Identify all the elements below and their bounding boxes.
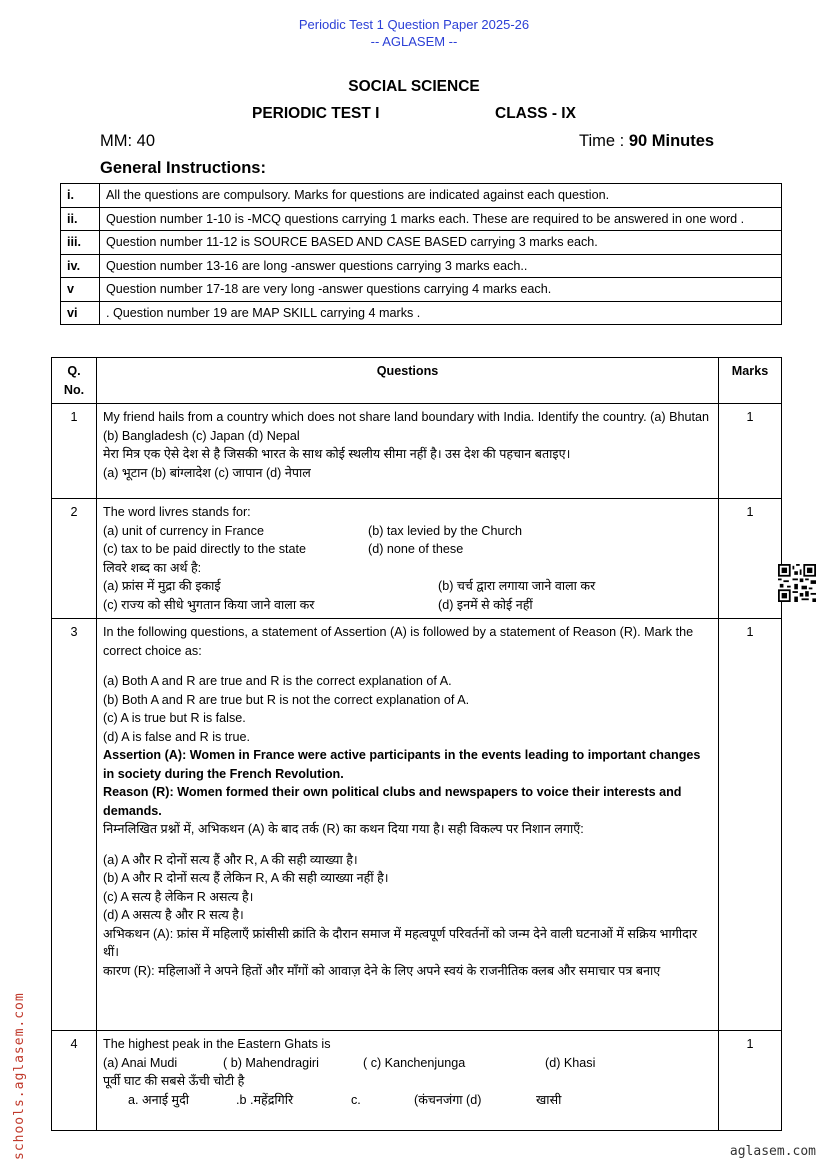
instruction-text: Question number 1-10 is -MCQ questions carrying 1 marks each. These are required to be answered in one word . (100, 207, 782, 231)
instruction-text: Question number 11-12 is SOURCE BASED AND CASE BASED carrying 3 marks each. (100, 231, 782, 255)
header-line-1: Periodic Test 1 Question Paper 2025-26 (298, 17, 530, 32)
option-a: (a) Anai Mudi (103, 1055, 178, 1070)
options-row-hindi (103, 1091, 712, 1110)
question-number: 1 (52, 404, 97, 499)
options-row (103, 1054, 712, 1073)
option-c: (c) A is true but R is false. (103, 711, 246, 725)
option-d: (d) A is false and R is true. (103, 729, 250, 744)
option-b: (b) tax levied by the Church (368, 523, 522, 538)
question-number: 4 (52, 1031, 97, 1131)
qr-code-icon (778, 564, 816, 602)
question-marks: 1 (719, 1031, 782, 1131)
question-text-hindi: मेरा मित्र एक ऐसे देश से है जिसकी भारत के साथ कोई स्थलीय सीमा नहीं है। उस देश की पहचान बताइए। (103, 447, 571, 461)
reason-text-hindi: कारण (R): महिलाओं ने अपने हितों और माँगों को आवाज़ देने के लिए अपने स्वयं के राजनीतिक क्लब और समाचार पत्र बनाए (103, 963, 661, 978)
question-text-hindi: पूर्वी घाट की सबसे ऊँची चोटी है (103, 1074, 245, 1088)
question-marks: 1 (719, 404, 782, 499)
assertion-text: Assertion (A): Women in France were active participants in the events leading to important changes in society during the French Revolution. (103, 748, 701, 781)
option-b-hindi: .b .महेंद्रगिरि (236, 1092, 294, 1107)
question-row-3 (52, 619, 782, 1031)
instruction-number: ii. (61, 207, 100, 231)
options-row (103, 522, 712, 541)
instruction-number: iv. (61, 254, 100, 278)
question-text-hindi: निम्नलिखित प्रश्नों में, अभिकथन (A) के बाद तर्क (R) का कथन दिया गया है। सही विकल्प पर निशान लगाएँ: (103, 822, 584, 836)
options-row (103, 540, 712, 559)
option-c: ( c) Kanchenjunga (363, 1055, 466, 1070)
question-body (97, 1031, 719, 1131)
question-text: The highest peak in the Eastern Ghats is (103, 1037, 331, 1051)
instruction-text: All the questions are compulsory. Marks for questions are indicated against each question. (100, 184, 782, 208)
general-instructions-heading: General Instructions: (100, 159, 266, 177)
header-line-2: -- AGLASEM -- (370, 34, 458, 49)
instruction-number: iii. (61, 231, 100, 255)
question-text: My friend hails from a country which does not share land boundary with India. Identify the country. (a) Bhutan (b) Bangladesh (c) Japan (d) Nepal (103, 410, 709, 443)
instruction-text: Question number 13-16 are long -answer questions carrying 3 marks each.. (100, 254, 782, 278)
questions-table (51, 357, 782, 1131)
option-b: (b) Both A and R are true but R is not the correct explanation of A. (103, 692, 470, 707)
option-d-hindi: (d) इनमें से कोई नहीं (438, 597, 533, 612)
question-row-2 (52, 499, 782, 619)
option-d: (d) none of these (368, 542, 464, 556)
option-e-hindi: खासी (536, 1092, 562, 1107)
max-marks: MM: 40 (100, 132, 156, 150)
assertion-text-hindi: अभिकथन (A): फ्रांस में महिलाएँ फ्रांसीसी क्रांति के दौरान समाज में महत्वपूर्ण परिवर्तनों को जन्म देने वाली घटनाओं में सक्रिय भागीदार थीं। (103, 926, 698, 959)
instruction-text: Question number 17-18 are very long -answer questions carrying 4 marks each. (100, 278, 782, 302)
option-a: (a) unit of currency in France (103, 523, 264, 538)
side-watermark: schools.aglasem.com (12, 992, 27, 1160)
option-b-hindi: (b) चर्च द्वारा लगाया जाने वाला कर (438, 579, 596, 593)
test-title: PERIODIC TEST I (252, 105, 380, 122)
option-b: ( b) Mahendragiri (223, 1055, 319, 1070)
instruction-row (61, 254, 782, 278)
time-value: 90 Minutes (628, 132, 715, 150)
qno-header: Q. No. (52, 358, 97, 404)
time-allowed (579, 132, 714, 151)
option-d-hindi: (कंचनजंगा (d) (414, 1092, 482, 1107)
footer-watermark: aglasem.com (729, 1144, 816, 1159)
option-a: (a) Both A and R are true and R is the correct explanation of A. (103, 674, 452, 688)
option-c-hindi: (c) राज्य को सीधे भुगतान किया जाने वाला कर (103, 597, 315, 612)
instruction-row (61, 184, 782, 208)
question-number: 3 (52, 619, 97, 1031)
instruction-number: i. (61, 184, 100, 208)
option-c-hindi: c. (351, 1092, 361, 1107)
option-a-hindi: a. अनाई मुदी (128, 1092, 190, 1107)
question-text: The word livres stands for: (103, 505, 251, 519)
question-options-hindi: (a) भूटान (b) बांग्लादेश (c) जापान (d) नेपाल (103, 465, 311, 480)
question-marks: 1 (719, 619, 782, 1031)
instruction-number: v (61, 278, 100, 302)
instruction-number: vi (61, 301, 100, 325)
instruction-row (61, 278, 782, 302)
option-c-hindi: (c) A सत्य है लेकिन R असत्य है। (103, 889, 254, 904)
question-body (97, 499, 719, 619)
option-c: (c) tax to be paid directly to the state (103, 542, 307, 556)
instruction-row (61, 231, 782, 255)
question-body (97, 619, 719, 1031)
option-d: (d) Khasi (545, 1055, 596, 1070)
option-b-hindi: (b) A और R दोनों सत्य हैं लेकिन R, A की सही व्याख्या नहीं है। (103, 871, 389, 885)
options-row-hindi (103, 596, 712, 615)
option-d-hindi: (d) A असत्य है और R सत्य है। (103, 908, 244, 922)
question-text: In the following questions, a statement of Assertion (A) is followed by a statement of Reason (R). Mark the correct choice as: (103, 625, 694, 658)
question-row-1 (52, 404, 782, 499)
question-number: 2 (52, 499, 97, 619)
class-title: CLASS - IX (495, 105, 576, 122)
instructions-table (60, 183, 782, 325)
time-label: Time : (579, 132, 625, 150)
question-row-4 (52, 1031, 782, 1131)
question-marks: 1 (719, 499, 782, 619)
subject-title: SOCIAL SCIENCE (348, 78, 480, 95)
instruction-text: . Question number 19 are MAP SKILL carrying 4 marks . (100, 301, 782, 325)
reason-text: Reason (R): Women formed their own political clubs and newspapers to voice their interests and demands. (103, 785, 682, 818)
questions-header: Questions (97, 358, 719, 404)
marks-header: Marks (719, 358, 782, 404)
question-body (97, 404, 719, 499)
option-a-hindi: (a) फ्रांस में मुद्रा की इकाई (103, 579, 221, 593)
options-row-hindi (103, 577, 712, 596)
table-header-row (52, 358, 782, 404)
question-text-hindi: लिवरे शब्द का अर्थ है: (103, 560, 202, 575)
option-a-hindi: (a) A और R दोनों सत्य हैं और R, A की सही व्याख्या है। (103, 852, 358, 867)
instruction-row (61, 301, 782, 325)
instruction-row (61, 207, 782, 231)
